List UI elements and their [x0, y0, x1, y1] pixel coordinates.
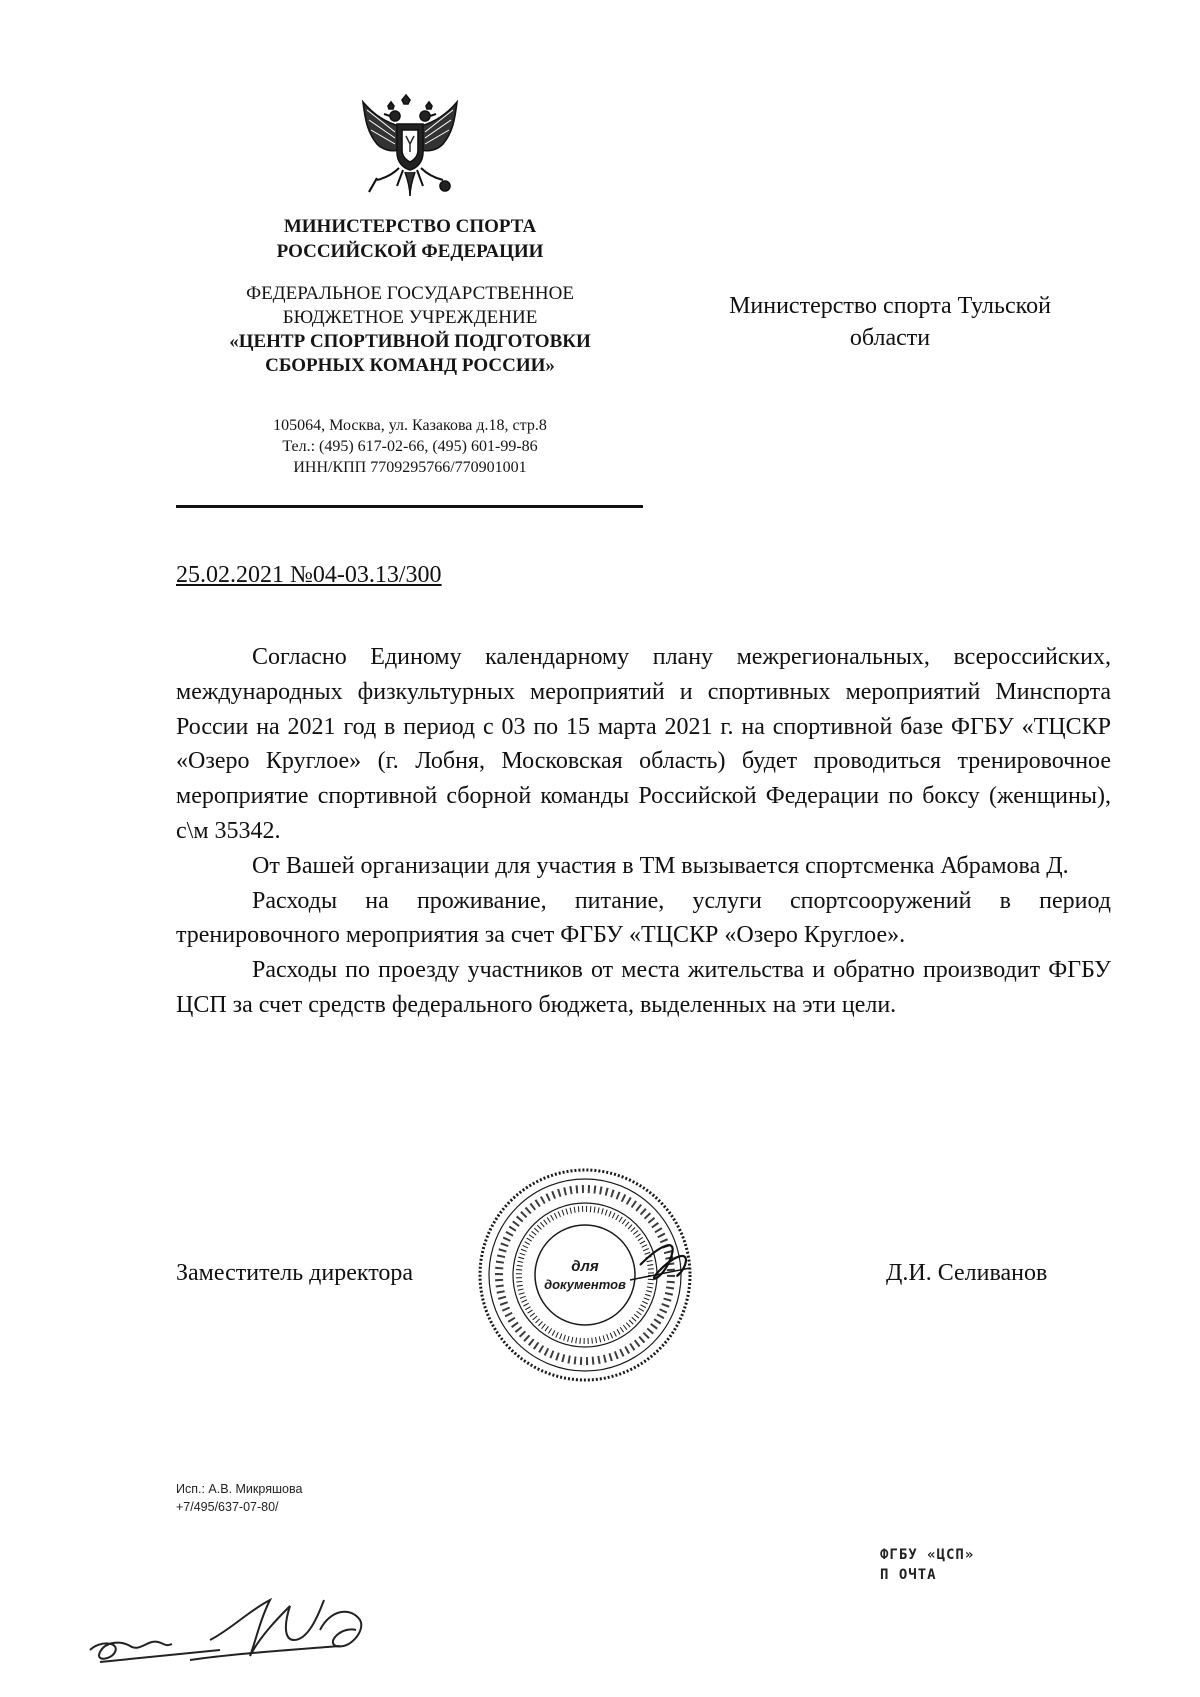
org-line-2: БЮДЖЕТНОЕ УЧРЕЖДЕНИЕ [282, 307, 538, 328]
postal-stamp [880, 1545, 974, 1585]
registration-number: 25.02.2021 №04-03.13/300 [176, 562, 442, 588]
executor-name: Исп.: А.В. Микряшова [176, 1482, 303, 1496]
seal-center-text-2: документов [544, 1277, 626, 1292]
ministry-line-2: РОССИЙСКОЙ ФЕДЕРАЦИИ [276, 241, 544, 262]
org-inn: ИНН/КПП 7709295766/770901001 [293, 459, 527, 476]
body-paragraph-3: Расходы на проживание, питание, услуги спортсооружений в период тренировочного мероприятия за счет ФГБУ «ТЦСКР «Озеро Круглое». [176, 887, 1111, 949]
ministry-name [230, 214, 590, 264]
body-paragraph-1: Согласно Единому календарному плану межрегиональных, всероссийских, международных физкультурных мероприятий и спортивных мероприятий Минспорта России на 2021 год в период с 03 по 15 марта 2021 г. на спортивной базе ФГБУ «ТЦСКР «Озеро Круглое» (г. Лобня, Московская область) будет проводиться тренировочное мероприятие спортивной сборной команды Российской Федерации по боксу (женщины), с\м 35342. [176, 644, 1111, 844]
executor-info [176, 1480, 302, 1516]
postal-stamp-line-1: ФГБУ «ЦСП» [880, 1547, 975, 1563]
org-line-1: ФЕДЕРАЛЬНОЕ ГОСУДАРСТВЕННОЕ [246, 283, 574, 304]
org-phone: Тел.: (495) 617-02-66, (495) 601-99-86 [282, 438, 538, 455]
addressee [680, 290, 1100, 354]
addressee-line-2: области [849, 325, 931, 351]
organization-name [180, 282, 640, 378]
official-seal [470, 1155, 710, 1395]
coat-of-arms-icon [355, 92, 465, 202]
addressee-line-1: Министерство спорта Тульской [729, 293, 1051, 319]
org-address: 105064, Москва, ул. Казакова д.18, стр.8 [273, 417, 547, 434]
org-contacts [230, 415, 590, 478]
postal-stamp-line-2: П ОЧТА [880, 1567, 937, 1583]
letter-body [176, 640, 1111, 1023]
org-line-3: «ЦЕНТР СПОРТИВНОЙ ПОДГОТОВКИ [229, 331, 591, 352]
signer-role: Заместитель директора [176, 1260, 414, 1286]
body-paragraph-4: Расходы по проезду участников от места жительства и обратно производит ФГБУ ЦСП за счет средств федерального бюджета, выделенных на эти цели. [176, 957, 1111, 1018]
seal-center-text-1: для [571, 1258, 599, 1275]
signer-name: Д.И. Селиванов [886, 1260, 1048, 1286]
executor-phone: +7/495/637-07-80/ [176, 1500, 279, 1514]
org-line-4: СБОРНЫХ КОМАНД РОССИИ» [265, 355, 555, 376]
letterhead-divider [176, 505, 643, 508]
body-paragraph-2: От Вашей организации для участия в ТМ вызывается спортсменка Абрамова Д. [252, 852, 1069, 879]
ministry-line-1: МИНИСТЕРСТВО СПОРТА [283, 216, 537, 237]
handwritten-signature [70, 1570, 430, 1680]
